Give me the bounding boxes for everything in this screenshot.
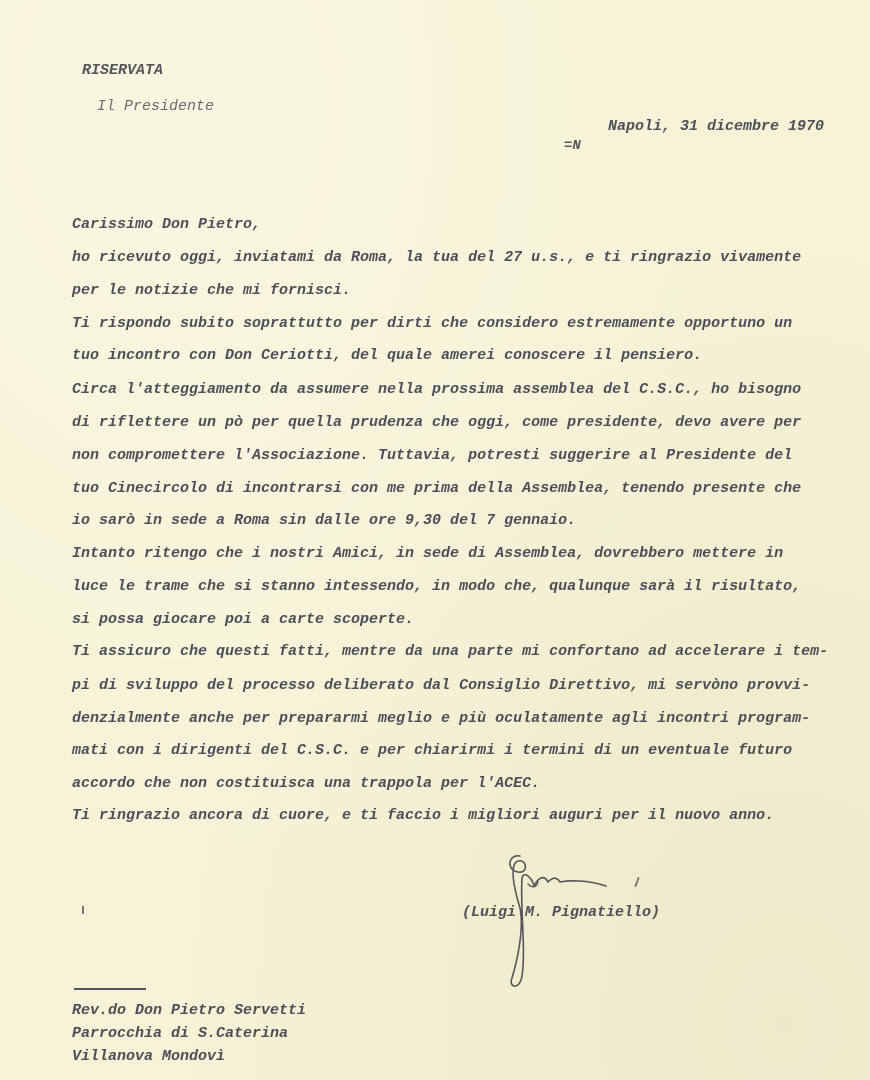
body-line: Ti assicuro che questi fatti, mentre da una parte mi confortano ad accelerare i tem- xyxy=(72,643,829,660)
body-line: di riflettere un pò per quella prudenza che oggi, come presidente, devo avere per xyxy=(72,414,802,431)
recipient-parish: Parrocchia di S.Caterina xyxy=(72,1025,289,1042)
body-line: non compromettere l'Associazione. Tuttavia, potresti suggerire al Presidente del xyxy=(72,447,793,464)
body-line: si possa giocare poi a carte scoperte. xyxy=(72,611,415,628)
body-line: accordo che non costituisca una trappola per l'ACEC. xyxy=(72,775,541,792)
paper-speck xyxy=(634,877,639,887)
sender-title: Il Presidente xyxy=(97,98,215,115)
body-line: tuo incontro con Don Ceriotti, del quale amerei conoscere il pensiero. xyxy=(72,347,703,364)
classification-label: RISERVATA xyxy=(82,62,164,79)
body-line: Circa l'atteggiamento da assumere nella prossima assemblea del C.S.C., ho bisogno xyxy=(72,381,802,398)
salutation: Carissimo Don Pietro, xyxy=(72,216,262,233)
recipient-town: Villanova Mondovì xyxy=(72,1048,226,1065)
body-line: Ti rispondo subito soprattutto per dirti che considero estremamente opportuno un xyxy=(72,315,793,332)
divider xyxy=(74,988,146,990)
recipient-name: Rev.do Don Pietro Servetti xyxy=(72,1002,307,1019)
body-line: denzialmente anche per prepararmi meglio e più oculatamente agli incontri program- xyxy=(72,710,811,727)
body-line: Ti ringrazio ancora di cuore, e ti faccio i migliori auguri per il nuovo anno. xyxy=(72,807,775,824)
handwritten-signature xyxy=(498,848,628,998)
body-line: pi di sviluppo del processo deliberato dal Consiglio Direttivo, mi servòno provvi- xyxy=(72,677,811,694)
letter-date: Napoli, 31 dicembre 1970 xyxy=(608,118,825,135)
signatory-name: (Luigi M. Pignatiello) xyxy=(462,904,661,921)
body-line: Intanto ritengo che i nostri Amici, in sede di Assemblea, dovrebbero mettere in xyxy=(72,545,784,562)
paper-speck xyxy=(82,906,84,914)
body-line: mati con i dirigenti del C.S.C. e per chiarirmi i termini di un eventuale futuro xyxy=(72,742,793,759)
reference-mark: =N xyxy=(564,138,581,154)
body-line: ho ricevuto oggi, inviatami da Roma, la tua del 27 u.s., e ti ringrazio vivamente xyxy=(72,249,802,266)
body-line: io sarò in sede a Roma sin dalle ore 9,30 del 7 gennaio. xyxy=(72,512,577,529)
body-line: luce le trame che si stanno intessendo, in modo che, qualunque sarà il risultato, xyxy=(72,578,802,595)
body-line: tuo Cinecircolo di incontrarsi con me prima della Assemblea, tenendo presente che xyxy=(72,480,802,497)
body-line: per le notizie che mi fornisci. xyxy=(72,282,352,299)
